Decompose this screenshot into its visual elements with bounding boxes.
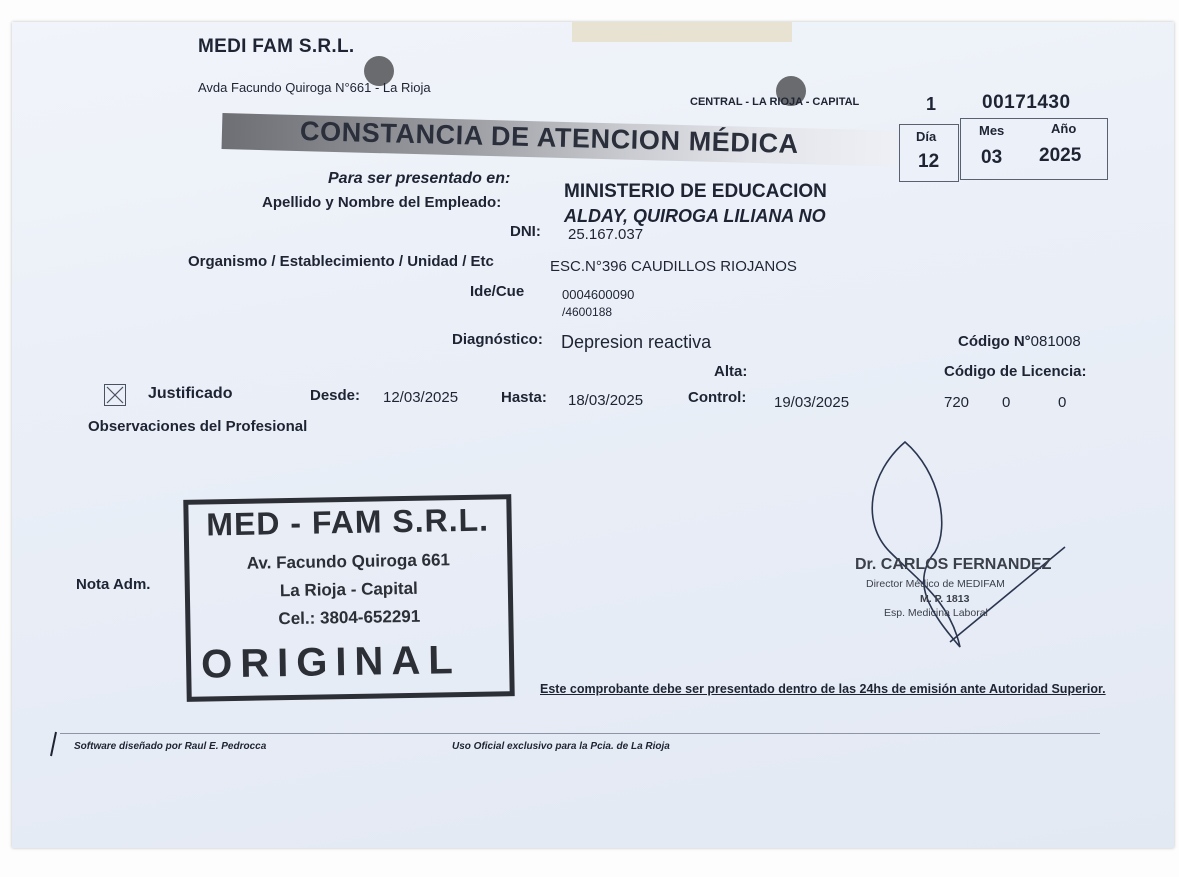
dni-value: 25.167.037: [568, 226, 644, 243]
stamp-line-3: La Rioja - Capital: [279, 578, 418, 601]
organismo-label: Organismo / Establecimiento / Unidad / Etc: [188, 253, 494, 270]
licencia-code-3: 0: [1058, 394, 1067, 411]
codigo-number: [958, 333, 1081, 351]
stamp-line-5: ORIGINAL: [200, 638, 462, 687]
doctor-license: M. P. 1813: [920, 593, 970, 605]
licencia-code-1: 720: [944, 394, 970, 411]
month-label: Mes: [979, 123, 1005, 138]
document-title: CONSTANCIA DE ATENCION MÉDICA: [299, 116, 800, 160]
rubber-stamp: [183, 494, 514, 702]
codigo-licencia-label: Código de Licencia:: [944, 363, 1087, 380]
year-label: Año: [1051, 121, 1077, 136]
stamp-line-4: Cel.: 3804-652291: [278, 606, 421, 629]
stamp-line-1: MED - FAM S.R.L.: [206, 501, 490, 543]
ide-value-1: 0004600090: [562, 287, 635, 302]
diagnostico-label: Diagnóstico:: [452, 331, 543, 348]
checkbox-cross-icon: [105, 385, 125, 405]
ide-label: Ide/Cue: [470, 283, 525, 300]
presented-value: MINISTERIO DE EDUCACION: [564, 181, 827, 202]
month-year-box: [960, 118, 1108, 180]
nota-adm-label: Nota Adm.: [76, 576, 151, 593]
serial-number: 00171430: [982, 92, 1071, 113]
year-value: 2025: [1039, 145, 1082, 166]
paper-edge: [572, 22, 792, 42]
alta-label: Alta:: [714, 363, 748, 380]
diagnostico-value: Depresion reactiva: [561, 332, 712, 352]
central-location: CENTRAL - LA RIOJA - CAPITAL: [690, 96, 860, 108]
codigo-label: Código N°: [958, 333, 1031, 350]
submission-notice: Este comprobante debe ser presentado dentro de las 24hs de emisión ante Autoridad Superior.: [540, 682, 1106, 696]
justificado-label: Justificado: [148, 385, 233, 402]
day-box: [899, 124, 959, 182]
doctor-role: Director Médico de MEDIFAM: [866, 578, 1005, 590]
organismo-value: ESC.N°396 CAUDILLOS RIOJANOS: [550, 258, 797, 275]
hasta-label: Hasta:: [501, 389, 547, 406]
footer-official-use: Uso Oficial exclusivo para la Pcia. de La Rioja: [452, 741, 670, 752]
month-value: 03: [981, 147, 1003, 168]
codigo-value: 081008: [1030, 333, 1081, 350]
control-value: 19/03/2025: [774, 394, 850, 411]
control-label: Control:: [688, 389, 747, 406]
licencia-code-2: 0: [1002, 394, 1011, 411]
desde-label: Desde:: [310, 387, 361, 404]
day-value: 12: [918, 151, 940, 172]
company-address: Avda Facundo Quiroga N°661 - La Rioja: [198, 80, 431, 95]
footer-divider: [60, 733, 1100, 734]
hasta-value: 18/03/2025: [568, 392, 644, 409]
employee-value: ALDAY, QUIROGA LILIANA NO: [564, 206, 826, 226]
pen-mark-icon: [48, 730, 60, 758]
employee-label: Apellido y Nombre del Empleado:: [262, 194, 502, 211]
presented-label: Para ser presentado en:: [328, 170, 511, 187]
day-label: Día: [916, 129, 937, 144]
signature-scribble-icon: [850, 432, 1080, 662]
stamp-line-2: Av. Facundo Quiroga 661: [246, 550, 451, 573]
doctor-name: Dr. CARLOS FERNANDEZ: [855, 556, 1052, 573]
dni-label: DNI:: [510, 223, 541, 240]
ide-value-2: /4600188: [562, 305, 613, 319]
doctor-specialty: Esp. Medicina Laboral: [884, 607, 988, 619]
desde-value: 12/03/2025: [383, 389, 459, 406]
observaciones-label: Observaciones del Profesional: [88, 418, 308, 435]
company-name: MEDI FAM S.R.L.: [198, 36, 355, 57]
footer-software: Software diseñado por Raul E. Pedrocca: [74, 741, 267, 752]
justificado-checkbox[interactable]: [104, 384, 126, 406]
copy-number: 1: [926, 94, 937, 114]
